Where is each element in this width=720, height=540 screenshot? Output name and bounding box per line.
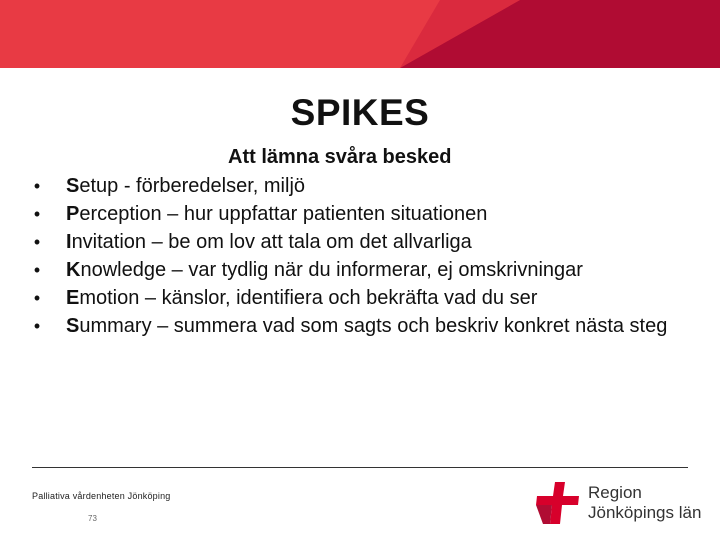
logo-text-line1: Region — [588, 483, 642, 502]
header-banner — [0, 0, 720, 68]
bullet-initial: I — [66, 231, 72, 253]
bullet-item-summary — [28, 314, 688, 338]
bullet-text: nvitation – be om lov att tala om det allvarliga — [71, 231, 472, 253]
bullet-item-perception — [28, 202, 688, 226]
bullet-item-knowledge — [28, 258, 688, 282]
bullet-initial: K — [66, 259, 81, 281]
page-number: 73 — [88, 514, 97, 523]
bullet-dot-icon: • — [33, 260, 41, 280]
bullet-text: nowledge – var tydlig när du informerar, ej omskrivningar — [80, 259, 583, 281]
bullet-text: erception – hur uppfattar patienten situationen — [79, 203, 488, 225]
bullet-initial: E — [66, 287, 80, 309]
bullet-text: ummary – summera vad som sagts och beskriv konkret nästa steg — [79, 315, 668, 337]
bullet-initial: S — [66, 315, 80, 337]
footer-organization: Palliativa vårdenheten Jönköping — [32, 491, 171, 501]
bullet-dot-icon: • — [33, 316, 41, 336]
bullet-text: motion – känslor, identifiera och bekräfta vad du ser — [79, 287, 538, 309]
bullet-text: etup - förberedelser, miljö — [79, 175, 306, 197]
region-cross-logo-icon — [533, 478, 585, 528]
footer-divider — [32, 467, 688, 468]
bullet-dot-icon: • — [33, 232, 41, 252]
bullet-initial: P — [66, 203, 80, 225]
slide-title: SPIKES — [290, 92, 430, 133]
bullet-list — [28, 174, 688, 342]
bullet-dot-icon: • — [33, 176, 41, 196]
bullet-item-invitation — [28, 230, 688, 254]
region-logo — [533, 478, 703, 528]
bullet-initial: S — [66, 175, 80, 197]
bullet-dot-icon: • — [33, 204, 41, 224]
slide-subtitle: Att lämna svåra besked — [228, 146, 452, 168]
logo-text-line2: Jönköpings län — [588, 503, 702, 522]
bullet-item-emotion — [28, 286, 688, 310]
bullet-item-setup — [28, 174, 688, 198]
bullet-dot-icon: • — [33, 288, 41, 308]
